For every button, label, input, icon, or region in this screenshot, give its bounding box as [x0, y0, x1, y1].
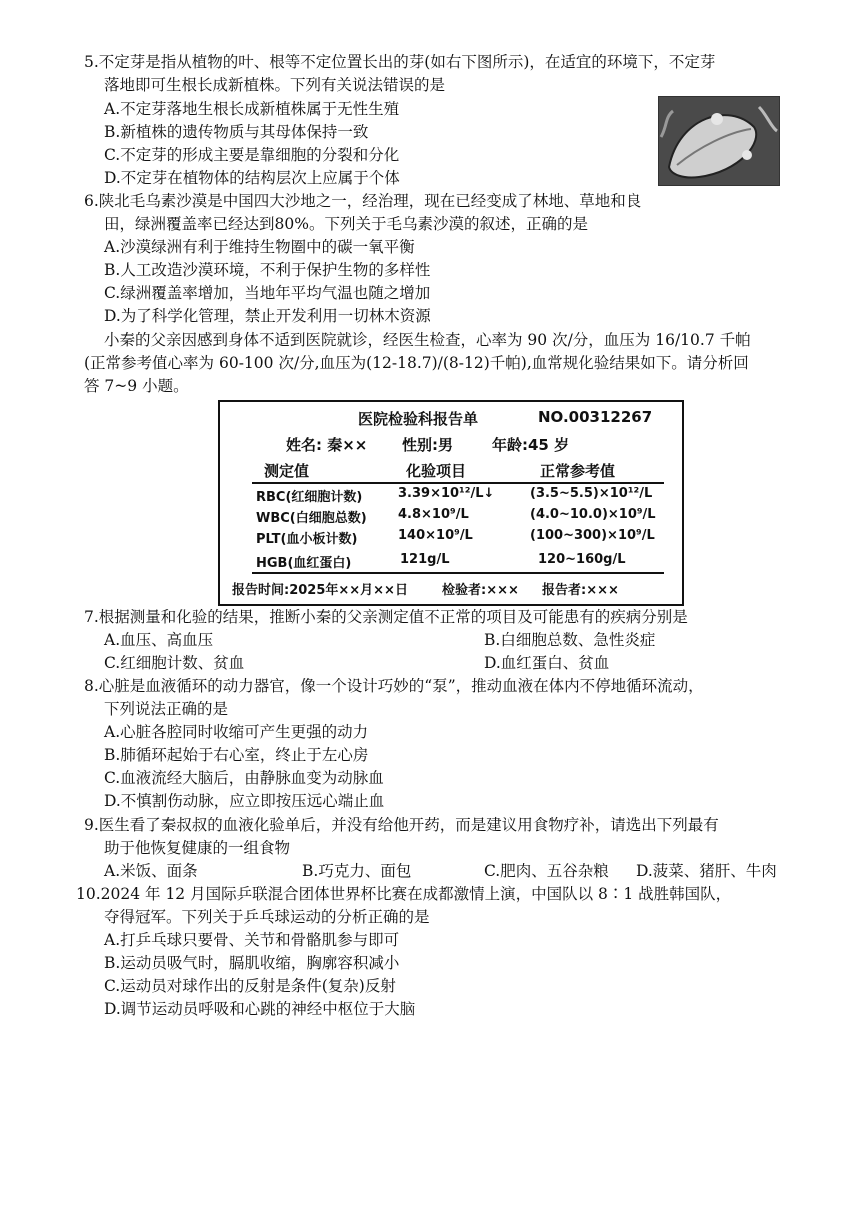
q9-option-d: D.菠菜、猪肝、牛肉 [636, 862, 777, 880]
row-rbc-ref: (3.5~5.5)×10¹²/L [530, 486, 653, 501]
row-rbc-value: 3.39×10¹²/L↓ [398, 486, 495, 501]
row-hgb-item: HGB(血红蛋白) [256, 556, 352, 571]
report-title: 医院检验科报告单 [358, 410, 479, 428]
header-test-item: 化验项目 [406, 462, 467, 480]
row-plt-value: 140×10⁹/L [398, 528, 473, 543]
q8-option-b: B.肺循环起始于右心室，终止于左心房 [104, 746, 369, 764]
q10-option-b: B.运动员吸气时，膈肌收缩，胸廓容积减小 [104, 954, 400, 972]
q6-stem-line2: 田，绿洲覆盖率已经达到80%。下列关于毛乌素沙漠的叙述，正确的是 [104, 215, 588, 233]
row-wbc-ref: (4.0~10.0)×10⁹/L [530, 507, 656, 522]
q8-option-a: A.心脏各腔同时收缩可产生更强的动力 [104, 723, 369, 741]
q5-option-a: A.不定芽落地生根长成新植株属于无性生殖 [104, 100, 400, 118]
q7-option-b: B.白细胞总数、急性炎症 [484, 631, 656, 649]
row-plt-item: PLT(血小板计数) [256, 532, 358, 547]
q8-stem-line2: 下列说法正确的是 [104, 700, 229, 718]
intro-line3: 答 7~9 小题。 [84, 377, 189, 395]
hospital-report-card [218, 400, 684, 606]
q6-option-d: D.为了科学化管理，禁止开发利用一切林木资源 [104, 307, 431, 325]
q7-option-c: C.红细胞计数、贫血 [104, 654, 245, 672]
q5-option-d: D.不定芽在植物体的结构层次上应属于个体 [104, 169, 400, 187]
q9-stem-line1: 9.医生看了秦叔叔的血液化验单后，并没有给他开药，而是建议用食物疗补，请选出下列最有 [84, 816, 719, 834]
leaf-photo-icon [659, 97, 779, 185]
report-time: 报告时间:2025年××月××日 [232, 583, 408, 598]
footer-divider [252, 572, 664, 574]
header-measured: 测定值 [264, 462, 310, 480]
row-plt-ref: (100~300)×10⁹/L [530, 528, 655, 543]
q5-option-c: C.不定芽的形成主要是靠细胞的分裂和分化 [104, 146, 400, 164]
intro-line2: (正常参考值心率为 60-100 次/分,血压为(12-18.7)/(8-12)千帕),血常规化验结果如下。请分析回 [84, 354, 749, 372]
patient-name: 姓名: 秦×× [286, 436, 368, 454]
report-reporter: 报告者:××× [542, 583, 619, 598]
q5-option-b: B.新植株的遗传物质与其母体保持一致 [104, 123, 369, 141]
row-hgb-ref: 120~160g/L [538, 552, 626, 567]
intro-line1: 小秦的父亲因感到身体不适到医院就诊，经医生检查，心率为 90 次/分，血压为 16/10.7 千帕 [104, 331, 751, 349]
report-checker: 检验者:××× [442, 583, 519, 598]
q6-option-a: A.沙漠绿洲有利于维持生物圈中的碳一氧平衡 [104, 238, 415, 256]
q6-option-b: B.人工改造沙漠环境，不利于保护生物的多样性 [104, 261, 431, 279]
patient-age: 年龄:45 岁 [492, 436, 570, 454]
q5-stem-line2: 落地即可生根长成新植株。下列有关说法错误的是 [104, 76, 446, 94]
q10-stem-line2: 夺得冠军。下列关于乒乓球运动的分析正确的是 [104, 908, 430, 926]
header-reference: 正常参考值 [540, 462, 616, 480]
q9-option-c: C.肥肉、五谷杂粮 [484, 862, 609, 880]
q7-option-d: D.血红蛋白、贫血 [484, 654, 610, 672]
q8-option-d: D.不慎割伤动脉，应立即按压远心端止血 [104, 792, 385, 810]
q9-option-a: A.米饭、面条 [104, 862, 198, 880]
report-number: NO.00312267 [538, 408, 653, 426]
row-hgb-value: 121g/L [400, 552, 450, 567]
header-divider [252, 482, 664, 484]
q8-stem-line1: 8.心脏是血液循环的动力器官，像一个设计巧妙的“泵”，推动血液在体内不停地循环流动， [84, 677, 704, 695]
q10-option-c: C.运动员对球作出的反射是条件(复杂)反射 [104, 977, 396, 995]
q5-stem-line1: 5.不定芽是指从植物的叶、根等不定位置长出的芽(如右下图所示)，在适宜的环境下，不定芽 [84, 53, 716, 71]
q7-option-a: A.血压、高血压 [104, 631, 214, 649]
q8-option-c: C.血液流经大脑后，由静脉血变为动脉血 [104, 769, 384, 787]
q10-option-d: D.调节运动员呼吸和心跳的神经中枢位于大脑 [104, 1000, 416, 1018]
q6-option-c: C.绿洲覆盖率增加，当地年平均气温也随之增加 [104, 284, 431, 302]
q6-stem-line1: 6.陕北毛乌素沙漠是中国四大沙地之一，经治理，现在已经变成了林地、草地和良 [84, 192, 642, 210]
q9-option-b: B.巧克力、面包 [302, 862, 412, 880]
row-rbc-item: RBC(红细胞计数) [256, 490, 363, 505]
q7-stem: 7.根据测量和化验的结果，推断小秦的父亲测定值不正常的项目及可能患有的疾病分别是 [84, 608, 688, 626]
q10-stem-line1: 10.2024 年 12 月国际乒联混合团体世界杯比赛在成都激情上演，中国队以 8∶1 战胜韩国队， [76, 885, 732, 903]
adventitious-bud-photo [658, 96, 780, 186]
row-wbc-value: 4.8×10⁹/L [398, 507, 469, 522]
patient-gender: 性别:男 [402, 436, 453, 454]
row-wbc-item: WBC(白细胞总数) [256, 511, 367, 526]
q10-option-a: A.打乒乓球只要骨、关节和骨骼肌参与即可 [104, 931, 400, 949]
q9-stem-line2: 助于他恢复健康的一组食物 [104, 839, 291, 857]
